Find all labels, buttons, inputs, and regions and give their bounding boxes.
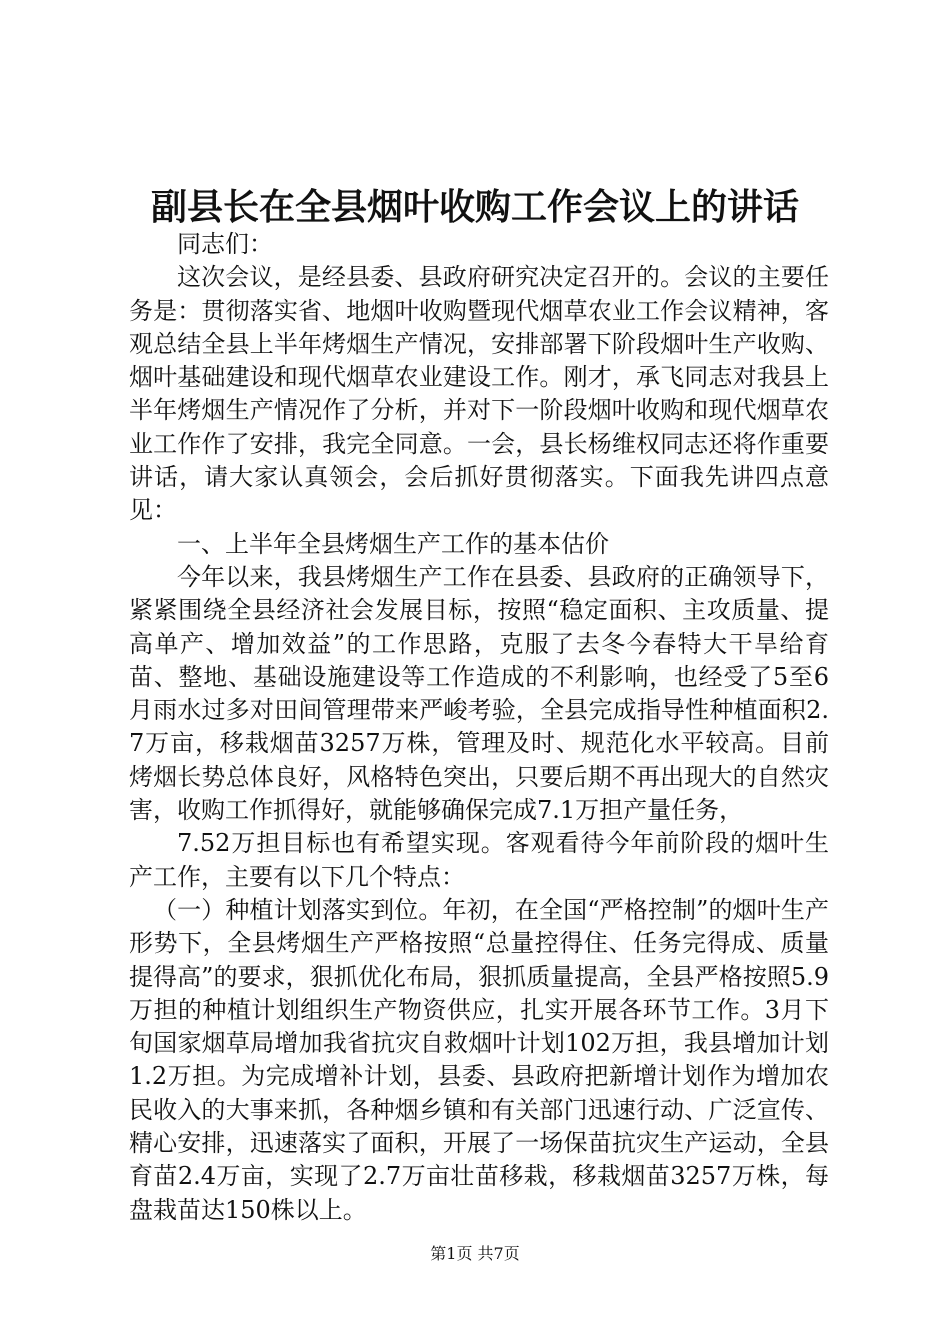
salutation: 同志们： — [177, 230, 273, 258]
section-heading-1: 一、上半年全县烤烟生产工作的基本估价 — [177, 529, 609, 558]
page-number-footer: 第1页 共7页 — [430, 1244, 520, 1263]
paragraph-intro: 这次会议，是经县委、县政府研究决定召开的。会议的主要任务是：贯彻落实省、地烟叶收购暨现代烟草农业工作会议精神，客观总结全县上半年烤烟生产情况，安排部署下阶段烟叶生产收购、烟叶基础建设和现代烟草农业建设工作。刚才，承飞同志对我县上半年烤烟生产情况作了分析，并对下一阶段烟叶收购和现代烟草农业工作作了安排，我完全同意。一会，县长杨维权同志还将作重要讲话，请大家认真领会，会后抓好贯彻落实。下面我先讲四点意见： — [129, 263, 829, 525]
document-body — [129, 228, 829, 1227]
paragraph-planting-plan: （一）种植计划落实到位。年初，在全国“严格控制”的烟叶生产形势下，全县烤烟生产严格按照“总量控得住、任务完得成、质量提得高”的要求，狠抓优化布局，狠抓质量提高，全县严格按照5.9万担的种植计划组织生产物资供应，扎实开展各环节工作。3月下旬国家烟草局增加我省抗灾自救烟叶计划102万担，我县增加计划1.2万担。为完成增补计划，县委、县政府把新增计划作为增加农民收入的大事来抓，各种烟乡镇和有关部门迅速行动、广泛宣传、精心安排，迅速落实了面积，开展了一场保苗抗灾生产运动，全县育苗2.4万亩，实现了2.7万亩壮苗移栽，移栽烟苗3257万株，每盘栽苗达150株以上。 — [129, 895, 829, 1224]
document-title: 副县长在全县烟叶收购工作会议上的讲话 — [150, 186, 799, 228]
paragraph-target: 7.52万担目标也有希望实现。客观看待今年前阶段的烟叶生产工作，主要有以下几个特点： — [129, 829, 829, 891]
paragraph-overview: 今年以来，我县烤烟生产工作在县委、县政府的正确领导下，紧紧围绕全县经济社会发展目标，按照“稳定面积、主攻质量、提高单产、增加效益”的工作思路，克服了去冬今春特大干旱给育苗、整地、基础设施建设等工作造成的不利影响，也经受了5至6月雨水过多对田间管理带来严峻考验，全县完成指导性种植面积2.7万亩，移栽烟苗3257万株，管理及时、规范化水平较高。目前烤烟长势总体良好，风格特色突出，只要后期不再出现大的自然灾害，收购工作抓得好，就能够确保完成7.1万担产量任务， — [129, 562, 829, 825]
